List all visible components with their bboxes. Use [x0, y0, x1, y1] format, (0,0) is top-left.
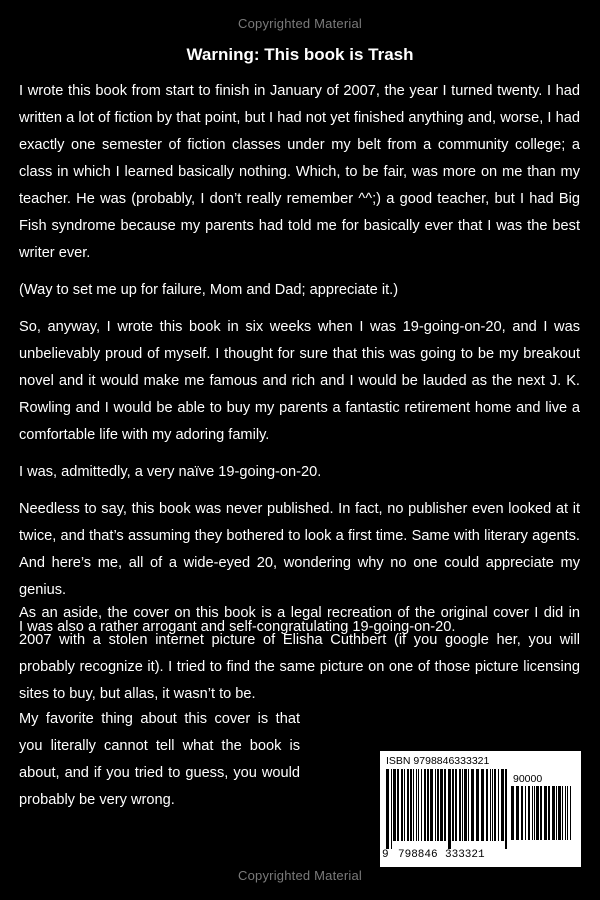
paragraph: So, anyway, I wrote this book in six weeks when I was 19-going-on-20, and I was unbelievably proud of myself. I thought for sure that this was going to be my breakout novel and it would make me famous and rich and I would be lauded as the next J. K. Rowling and I would be able to buy my parents a fantastic retirement home and live a comfortable life with my adoring family.	[19, 319, 580, 443]
body-text-favorite	[19, 706, 300, 824]
paragraph: I was, admittedly, a very naïve 19-going-on-20.	[19, 464, 322, 480]
body-text-top	[19, 78, 580, 651]
paragraph: I wrote this book from start to finish in January of 2007, the year I turned twenty. I had written a lot of fiction by that point, but I had not yet finished anything and, worse, I had exactly one semester of fiction classes under my belt from a community college; a class in which I learned basically nothing. Which, to be fair, was more on me than my teacher. He was (probably, I don’t really remember ^^;) a good teacher, but I had Big Fish syndrome because my parents had told me for basically ever that I was the best writer ever.	[19, 83, 580, 261]
paragraph: I was also a rather arrogant and self-congratulating 19-going-on-20.	[19, 619, 456, 635]
body-text-aside	[19, 600, 580, 718]
barcode-digits-group1: 798846	[398, 849, 438, 861]
barcode-bars-addon	[511, 786, 575, 848]
barcode-digits-group2: 333321	[445, 849, 485, 861]
page-title: Warning: This book is Trash	[186, 45, 414, 64]
copyright-watermark-top: Copyrighted Material	[238, 16, 362, 31]
copyright-watermark-bottom: Copyrighted Material	[238, 868, 362, 883]
isbn-label: ISBN 9798846333321	[386, 755, 490, 767]
paragraph: Needless to say, this book was never published. In fact, no publisher even looked at it twice, and that’s assuming they bothered to look a first time. Same with literary agents. And here’s me, all of a wide-eyed 20, wondering why no one could appreciate my genius.	[19, 501, 580, 598]
paragraph-favorite: My favorite thing about this cover is that you literally cannot tell what the book is about, and if you tried to guess, you would probably be very wrong.	[19, 711, 300, 808]
price-code-label: 90000	[513, 773, 543, 785]
barcode-bars-main	[386, 769, 508, 849]
barcode-digit-first: 9	[382, 849, 389, 861]
paragraph-aside: As an aside, the cover on this book is a legal recreation of the original cover I did in 2007 with a stolen internet picture of Elisha Cuthbert (if you google her, you will probably recognize it). I tried to find the same picture on one of those picture licensing sites to buy, but allas, it wasn’t to be.	[19, 605, 580, 702]
paragraph: (Way to set me up for failure, Mom and Dad; appreciate it.)	[19, 282, 399, 298]
isbn-barcode	[380, 751, 581, 867]
